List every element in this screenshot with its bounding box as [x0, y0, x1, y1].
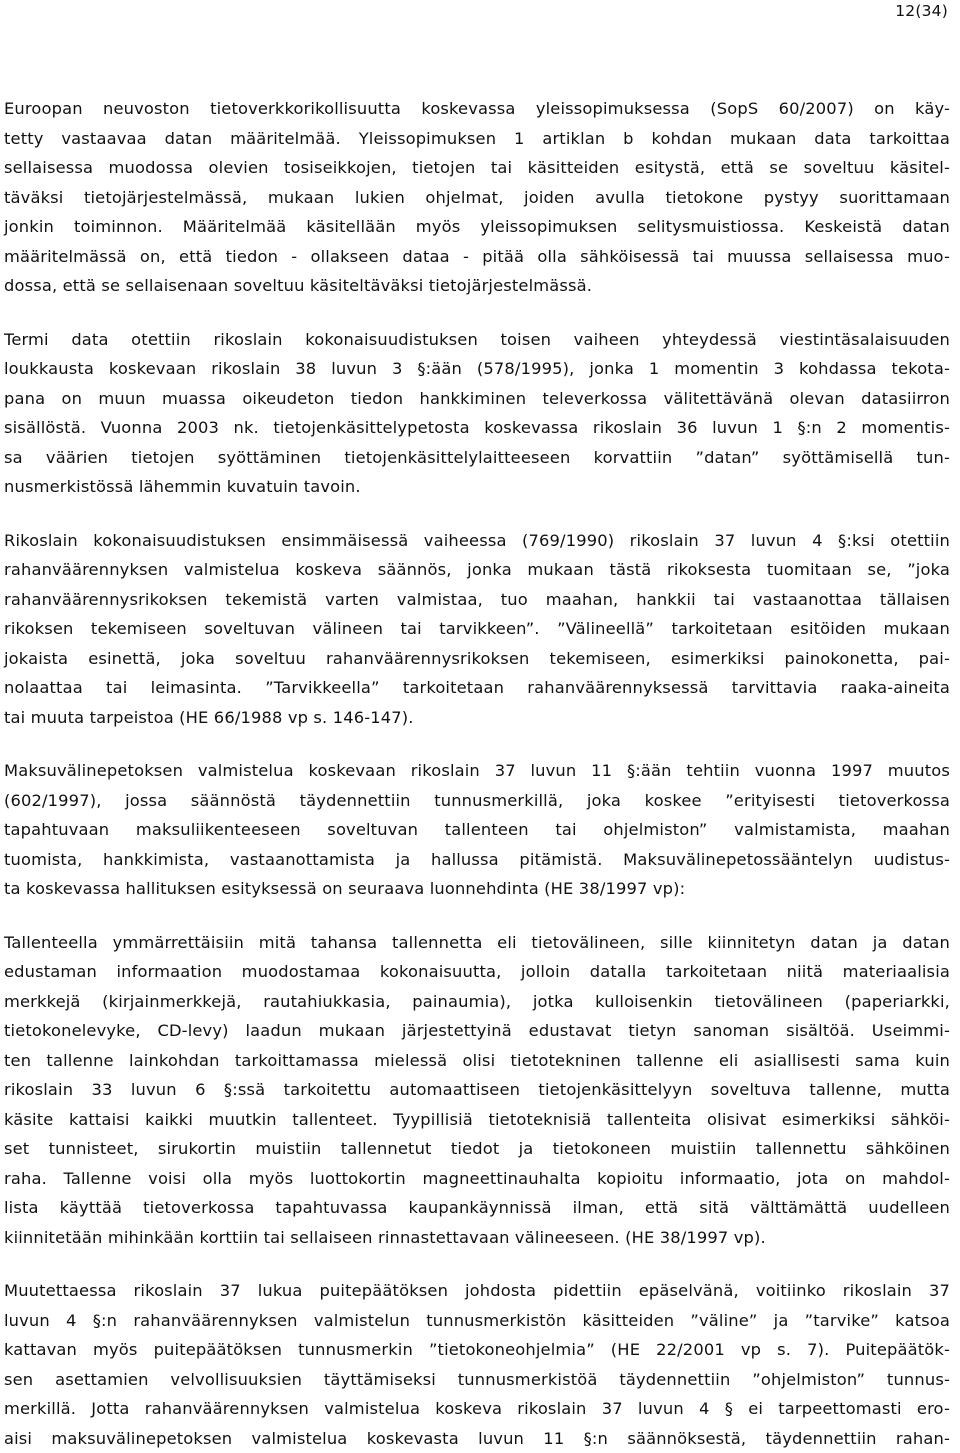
text-line: ta koskevassa hallituksen esityksessä on seuraava luonnehdinta (HE 38/1997 vp): [4, 874, 950, 904]
text-line: Maksuvälinepetoksen valmistelua koskevaan rikoslain 37 luvun 11 §:ään tehtiin vuonna 1997 muutos [4, 756, 950, 786]
text-line: Tallenteella ymmärrettäisiin mitä tahansa tallennetta eli tietovälineen, sille kiinnitetyn datan ja datan [4, 928, 950, 958]
paragraph-3 [4, 526, 950, 733]
text-line: Euroopan neuvoston tietoverkkorikollisuutta koskevassa yleissopimuksessa (SopS 60/2007) on käy- [4, 94, 950, 124]
text-line: tetty vastaavaa datan määritelmää. Yleissopimuksen 1 artiklan b kohdan mukaan data tarkoittaa [4, 124, 950, 154]
text-line: tietokonelevyke, CD-levy) laadun mukaan järjestettyinä edustavat tietyn sanoman sisältöä. Useimmi- [4, 1016, 950, 1046]
document-body [4, 94, 950, 1453]
text-line: pana on muun muassa oikeudeton tiedon hankkiminen televerkossa välitettävänä olevan datasiirron [4, 384, 950, 414]
text-line: lista käyttää tietoverkossa tapahtuvassa kaupankäynnissä ilman, että sitä välttämättä uudelleen [4, 1193, 950, 1223]
text-line: jokaista esinettä, joka soveltuu rahanväärennysrikoksen tekemiseen, esimerkiksi painokonetta, pai- [4, 644, 950, 674]
text-line: kattavan myös puitepäätöksen tunnusmerkin ”tietokoneohjelmia” (HE 22/2001 vp s. 7). Puitepäätök- [4, 1335, 950, 1365]
text-line: nusmerkistössä lähemmin kuvatuin tavoin. [4, 472, 950, 502]
text-line: ten tallenne lainkohdan tarkoittamassa mielessä olisi tietotekninen tallenne eli asiallisesti sama kuin [4, 1046, 950, 1076]
text-line: sisällöstä. Vuonna 2003 nk. tietojenkäsittelypetosta koskevassa rikoslain 36 luvun 1 §:n 2 momentis- [4, 413, 950, 443]
text-line: loukkausta koskevaan rikoslain 38 luvun 3 §:ään (578/1995), jonka 1 momentin 3 kohdassa tekota- [4, 354, 950, 384]
text-line: tuomista, hankkimista, vastaanottamista ja hallussa pitämistä. Maksuvälinepetossääntelyn uudistus- [4, 845, 950, 875]
text-line: sen asettamien velvollisuuksien täyttämiseksi tunnusmerkistöä täydennettiin ”ohjelmiston” tunnus- [4, 1365, 950, 1395]
page-number: 12(34) [895, 0, 948, 22]
paragraph-6 [4, 1276, 950, 1453]
text-line: kiinnitetään mihinkään korttiin tai sellaiseen rinnastettavaan välineeseen. (HE 38/1997 vp). [4, 1223, 950, 1253]
text-line: merkillä. Jotta rahanväärennyksen valmistelua koskeva rikoslain 37 luvun 4 § ei tarpeettomasti ero- [4, 1394, 950, 1424]
text-line: sellaisessa muodossa olevien tosiseikkojen, tietojen tai käsitteiden esitystä, että se soveltuu käsitel- [4, 153, 950, 183]
text-line: aisi maksuvälinepetoksen valmistelua koskevasta luvun 11 §:n säännöksestä, täydennettiin rahan- [4, 1424, 950, 1453]
text-line: sa väärien tietojen syöttäminen tietojenkäsittelylaitteeseen korvattiin ”datan” syöttämisellä tun- [4, 443, 950, 473]
text-line: raha. Tallenne voisi olla myös luottokortin magneettinauhalta kopioitu informaatio, jota on mahdol- [4, 1164, 950, 1194]
text-line: rahanväärennyksen valmistelua koskeva säännös, jonka mukaan tästä rikoksesta tuomitaan se, ”joka [4, 555, 950, 585]
text-line: dossa, että se sellaisenaan soveltuu käsiteltäväksi tietojärjestelmässä. [4, 271, 950, 301]
paragraph-5-quote [4, 928, 950, 1253]
text-line: rikoksen tekemiseen soveltuvan välineen tai tarvikkeen”. ”Välineellä” tarkoitetaan esitöiden mukaan [4, 614, 950, 644]
text-line: käsite kattaisi kaikki muutkin tallenteet. Tyypillisiä tietoteknisiä tallenteita olisivat esimerkiksi sähköi- [4, 1105, 950, 1135]
text-line: jonkin toiminnon. Määritelmää käsitellään myös yleissopimuksen selitysmuistiossa. Keskeistä datan [4, 212, 950, 242]
text-line: merkkejä (kirjainmerkkejä, rautahiukkasia, painaumia), jotka kulloisenkin tietovälineen (paperiarkki, [4, 987, 950, 1017]
text-line: rahanväärennysrikoksen tekemistä varten valmistaa, tuo maahan, hankkii tai vastaanottaa tällaisen [4, 585, 950, 615]
text-line: täväksi tietojärjestelmässä, mukaan lukien ohjelmat, joiden avulla tietokone pystyy suorittamaan [4, 183, 950, 213]
paragraph-1 [4, 94, 950, 301]
text-line: Termi data otettiin rikoslain kokonaisuudistuksen toisen vaiheen yhteydessä viestintäsalaisuuden [4, 325, 950, 355]
text-line: rikoslain 33 luvun 6 §:ssä tarkoitettu automaattiseen tietojenkäsittelyyn soveltuva tallenne, mutta [4, 1075, 950, 1105]
text-line: edustaman informaation muodostamaa kokonaisuutta, jolloin datalla tarkoitetaan niitä materiaalisia [4, 957, 950, 987]
text-line: määritelmässä on, että tiedon - ollakseen dataa - pitää olla sähköisessä tai muussa sellaisessa muo- [4, 242, 950, 272]
text-line: tapahtuvaan maksuliikenteeseen soveltuvan tallenteen tai ohjelmiston” valmistamista, maahan [4, 815, 950, 845]
text-line: Muutettaessa rikoslain 37 lukua puitepäätöksen johdosta pidettiin epäselvänä, voitiinko rikoslain 37 [4, 1276, 950, 1306]
text-line: Rikoslain kokonaisuudistuksen ensimmäisessä vaiheessa (769/1990) rikoslain 37 luvun 4 §:ksi otettiin [4, 526, 950, 556]
text-line: luvun 4 §:n rahanväärennyksen valmistelun tunnusmerkistön käsitteiden ”väline” ja ”tarvike” katsoa [4, 1306, 950, 1336]
text-line: nolaattaa tai leimasinta. ”Tarvikkeella” tarkoitetaan rahanväärennyksessä tarvittavia raaka-aineita [4, 673, 950, 703]
paragraph-4 [4, 756, 950, 904]
paragraph-2 [4, 325, 950, 502]
text-line: (602/1997), jossa säännöstä täydennettiin tunnusmerkillä, joka koskee ”erityisesti tietoverkossa [4, 786, 950, 816]
text-line: set tunnisteet, sirukortin muistiin tallennetut tiedot ja tietokoneen muistiin tallennettu sähköinen [4, 1134, 950, 1164]
text-line: tai muuta tarpeistoa (HE 66/1988 vp s. 146-147). [4, 703, 950, 733]
